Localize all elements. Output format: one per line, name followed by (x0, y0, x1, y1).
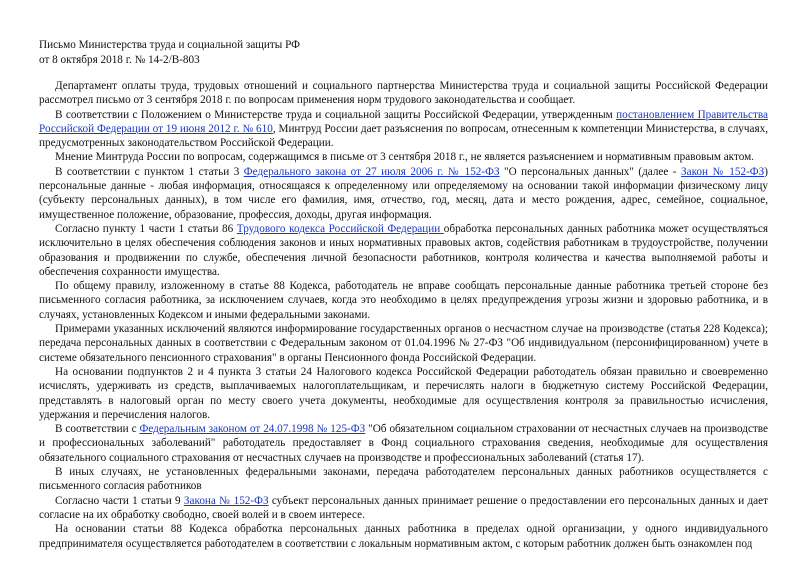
paragraph-6: По общему правилу, изложенному в статье 88 Кодекса, работодатель не вправе сообщать персональные данные работника третьей стороне без письменного согласия работника, за исключением случаев, когда это необходимо в целях предупреждения угрозы жизни и здоровью работника, и в случаях, установленных Кодексом и иными федеральными законами. (39, 280, 768, 321)
link-government-decree-610[interactable]: постановлением Правительства Российской Федерации от 19 июня 2012 г. № 610 (39, 108, 768, 135)
paragraph-10: В иных случаях, не установленных федеральными законами, передача работодателем персональных данных работников осуществляется с письменного согласия работников (39, 466, 768, 493)
paragraph-1: Департамент оплаты труда, трудовых отношений и социального партнерства Министерства труда и социальной защиты Российской Федерации рассмотрел письмо от 3 сентября 2018 г. по вопросам применения норм трудового законодательства и сообщает. (39, 80, 768, 107)
document-body (39, 79, 768, 551)
paragraph-7: Примерами указанных исключений являются информирование государственных органов о несчастном случае на производстве (статья 228 Кодекса); передача персональных данных в соответствии с Федеральным законом от 01.04.1996 № 27-ФЗ "Об индивидуальном (персонифицированном) учете в системе обязательного пенсионного страхования" в органы Пенсионного фонда Российской Федерации. (39, 323, 768, 364)
paragraph-9: В соответствии с Федеральным законом от 24.07.1998 № 125-ФЗ "Об обязательном социальном страховании от несчастных случаев на производстве и профессиональных заболеваний" работодатель предоставляет в Фонд социального страхования сведения, необходимые для осуществления обязательного социального страхования от несчастных случаев на производстве и профессиональных заболеваний (статья 17). (39, 423, 768, 464)
paragraph-2: В соответствии с Положением о Министерстве труда и социальной защиты Российской Федерации, утвержденным постановлением Правительства Российской Федерации от 19 июня 2012 г. № 610, Минтруд России дает разъяснения по вопросам, отнесенным к компетенции Министерства, в случаях, предусмотренных законодательством Российской Федерации. (39, 108, 769, 150)
paragraph-12: На основании статьи 88 Кодекса обработка персональных данных работника в пределах одной организации, у одного индивидуального предпринимателя осуществляется работодателем в соответствии с локальным нормативным актом, с которым работник должен быть ознакомлен под (39, 523, 768, 550)
link-federal-law-125[interactable]: Федеральным законом от 24.07.1998 № 125-ФЗ (139, 423, 366, 436)
paragraph-11: Согласно части 1 статьи 9 Закона № 152-ФЗ субъект персональных данных принимает решение о предоставлении его персональных данных и дает согласие на их обработку свободно, своей волей и в своем интересе. (39, 494, 768, 521)
paragraph-5: Согласно пункту 1 части 1 статьи 86 Трудового кодекса Российской Федерации обработка персональных данных работника может осуществляться исключительно в целях обеспечения соблюдения законов и иных нормативных правовых актов, содействия работникам в трудоустройстве, получении образования и продвижении по службе, обеспечения личной безопасности работников, контроля количества и качества выполняемой работы и обеспечения сохранности имущества. (39, 222, 769, 278)
paragraph-8: На основании подпунктов 2 и 4 пункта 3 статьи 24 Налогового кодекса Российской Федерации работодатель обязан правильно и своевременно исчислять, удерживать из средств, выплачиваемых налогоплательщикам, и перечислять налоги в бюджетную систему Российской Федерации, представлять в налоговый орган по месту своего учета документы, необходимые для осуществления контроля за правильностью исчисления, удержания и перечисления налогов. (39, 365, 768, 421)
document-date-number: от 8 октября 2018 г. № 14-2/В-803 (39, 54, 200, 66)
document-title: Письмо Министерства труда и социальной защиты РФ (39, 39, 300, 51)
document-header (39, 38, 768, 68)
link-labor-code[interactable]: Трудового кодекса Российской Федерации (236, 222, 444, 235)
paragraph-3: Мнение Минтруда России по вопросам, содержащимся в письме от 3 сентября 2018 г., не является разъяснением и нормативным правовым актом. (55, 151, 754, 164)
link-law-152-art9[interactable]: Закона № 152-ФЗ (183, 494, 269, 507)
link-law-152-short[interactable]: Закон № 152-ФЗ (681, 165, 765, 178)
link-federal-law-152[interactable]: Федерального закона от 27 июля 2006 г. № 152-ФЗ (243, 165, 500, 178)
paragraph-4: В соответствии с пунктом 1 статьи 3 Федерального закона от 27 июля 2006 г. № 152-ФЗ "О персональных данных" (далее - Закон № 152-ФЗ) персональные данные - любая информация, относящаяся к определенному или определяемому на основании такой информации физическому лицу (субъекту персональных данных), в том числе его фамилия, имя, отчество, год, месяц, дата и место рождения, адрес, семейное, социальное, имущественное положение, образование, профессия, доходы, другая информация. (39, 165, 768, 221)
